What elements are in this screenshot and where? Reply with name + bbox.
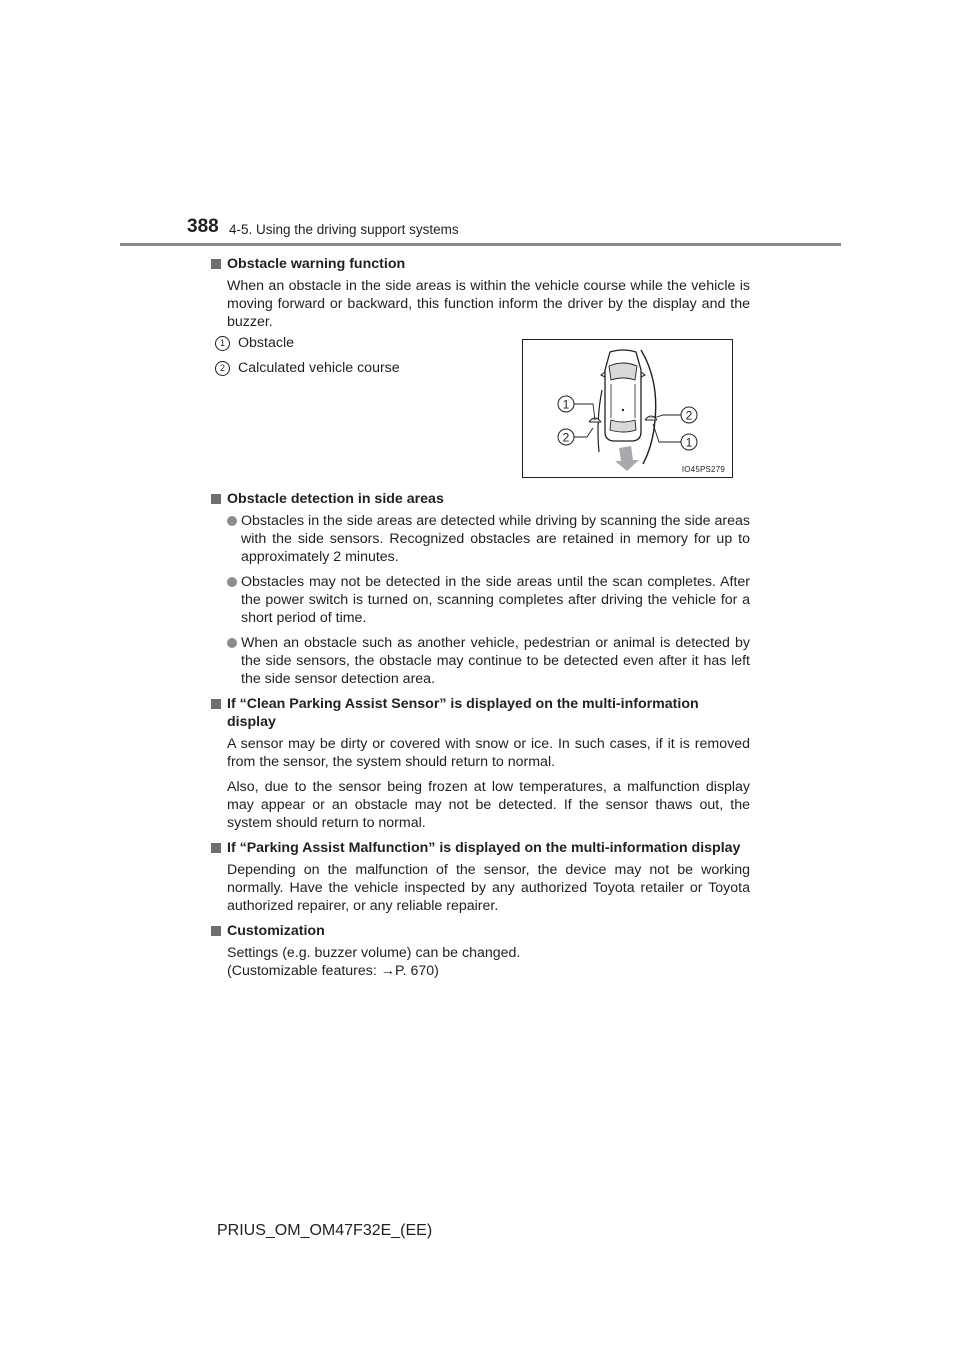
callout-label-2-left: 2 (562, 430, 570, 445)
section-title: 4-5. Using the driving support systems (229, 222, 459, 237)
figure-code: IO45PS279 (681, 465, 725, 474)
legend-label-vehicle-course: Calculated vehicle course (238, 360, 400, 376)
callout-label-1-right: 1 (685, 435, 693, 450)
side-detection-bullet-1: Obstacles in the side areas are detected while driving by scanning the side areas with the side sensors. Recognized obstacles are retained in memory for up to approximately 2 minutes. (211, 512, 750, 566)
malfunction-body: Depending on the malfunction of the sensor, the device may not be working normally. Have the vehicle inspected by any authorized Toyota retailer or Toyota authorized repairer, or any reliable repairer. (227, 862, 750, 914)
legend-number-2: 2 (215, 361, 230, 376)
vehicle-course-figure (522, 339, 733, 478)
car-top-view-icon (601, 350, 645, 441)
side-detection-bullet-3: When an obstacle such as another vehicle, pedestrian or animal is detected by the side sensors, the obstacle may continue to be detected even after it has left the side sensor detection area. (211, 634, 750, 688)
side-detection-section (211, 490, 750, 980)
leader-line-course-left (573, 428, 593, 437)
clean-sensor-heading: If “Clean Parking Assist Sensor” is displayed on the multi-information display (211, 695, 750, 731)
customization-heading: Customization (211, 922, 750, 940)
leader-line-obstacle-right (653, 424, 681, 442)
callout-label-2-right: 2 (685, 408, 693, 423)
callout-label-1-left: 1 (562, 397, 570, 412)
course-line-right (641, 350, 656, 464)
clean-sensor-paragraph-2: Also, due to the sensor being frozen at low temperatures, a malfunction display may appear or an obstacle may not be detected. If the sensor thaws out, the system should return to normal. (227, 779, 750, 831)
document-id: PRIUS_OM_OM47F32E_(EE) (217, 1222, 433, 1239)
movement-arrow-icon (615, 446, 639, 471)
leader-line-course-right (654, 415, 682, 418)
obstacle-warning-body: When an obstacle in the side areas is within the vehicle course while the vehicle is moving forward or backward, this function inform the driver by the display and the buzzer. (227, 278, 750, 330)
obstacle-warning-section (211, 255, 750, 331)
legend-number-1: 1 (215, 336, 230, 351)
side-detection-bullet-2: Obstacles may not be detected in the side areas until the scan completes. After the power switch is turned on, scanning completes after driving the vehicle for a short period of time. (211, 573, 750, 627)
customization-line-1: Settings (e.g. buzzer volume) can be changed. (227, 945, 521, 961)
header-divider (120, 243, 841, 246)
malfunction-heading: If “Parking Assist Malfunction” is displayed on the multi-information display (211, 839, 750, 857)
legend-item-vehicle-course (215, 359, 400, 377)
leader-line-obstacle-left (573, 404, 595, 420)
clean-sensor-paragraph-1: A sensor may be dirty or covered with snow or ice. In such cases, if it is removed from the sensor, the system should return to normal. (227, 736, 750, 770)
vehicle-course-illustration (523, 340, 732, 477)
customization-line-2: (Customizable features: →P. 670) (227, 963, 439, 979)
legend-item-obstacle (215, 334, 294, 352)
side-detection-heading: Obstacle detection in side areas (211, 490, 750, 508)
page-number: 388 (187, 216, 219, 237)
legend-label-obstacle: Obstacle (238, 335, 294, 351)
obstacle-warning-heading: Obstacle warning function (211, 255, 750, 273)
